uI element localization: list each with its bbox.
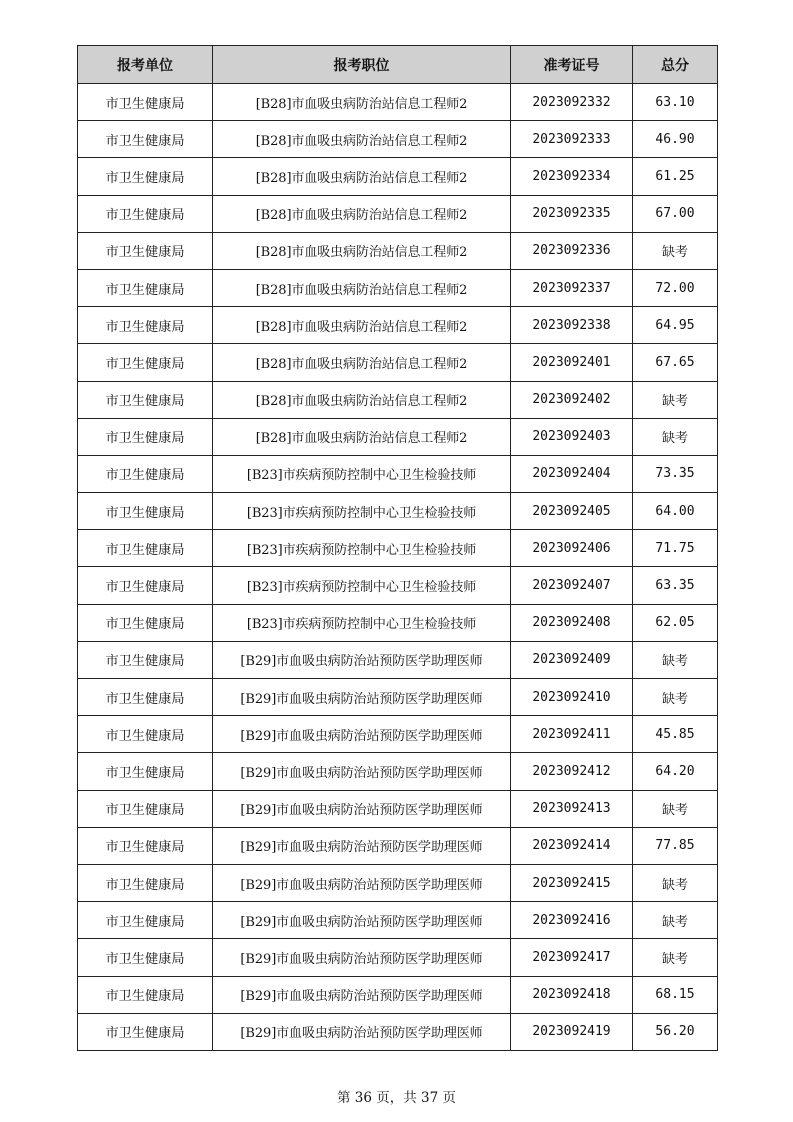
cell-total-score: 68.15: [633, 976, 718, 1013]
table-header-row: [78, 46, 718, 84]
table-row: [78, 418, 718, 455]
cell-unit: 市卫生健康局: [78, 790, 213, 827]
cell-total-score: 61.25: [633, 158, 718, 195]
cell-position: [B23]市疾病预防控制中心卫生检验技师: [213, 455, 511, 492]
cell-ticket-number: 2023092406: [511, 530, 633, 567]
cell-ticket-number: 2023092335: [511, 195, 633, 232]
cell-unit: 市卫生健康局: [78, 269, 213, 306]
cell-position: [B29]市血吸虫病防治站预防医学助理医师: [213, 679, 511, 716]
cell-position: [B28]市血吸虫病防治站信息工程师2: [213, 381, 511, 418]
cell-position: [B29]市血吸虫病防治站预防医学助理医师: [213, 753, 511, 790]
cell-unit: 市卫生健康局: [78, 976, 213, 1013]
cell-total-score: 56.20: [633, 1013, 718, 1050]
cell-total-score: 缺考: [633, 902, 718, 939]
table-row: [78, 455, 718, 492]
cell-position: [B28]市血吸虫病防治站信息工程师2: [213, 307, 511, 344]
cell-unit: 市卫生健康局: [78, 418, 213, 455]
table-row: [78, 567, 718, 604]
cell-unit: 市卫生健康局: [78, 344, 213, 381]
cell-ticket-number: 2023092404: [511, 455, 633, 492]
cell-ticket-number: 2023092417: [511, 939, 633, 976]
cell-ticket-number: 2023092412: [511, 753, 633, 790]
cell-total-score: 缺考: [633, 679, 718, 716]
cell-position: [B23]市疾病预防控制中心卫生检验技师: [213, 530, 511, 567]
cell-total-score: 缺考: [633, 641, 718, 678]
cell-unit: 市卫生健康局: [78, 939, 213, 976]
table-row: [78, 493, 718, 530]
cell-ticket-number: 2023092413: [511, 790, 633, 827]
table-row: [78, 530, 718, 567]
page-footer: 第 36 页，共 37 页: [336, 1090, 457, 1106]
cell-ticket-number: 2023092405: [511, 493, 633, 530]
cell-position: [B28]市血吸虫病防治站信息工程师2: [213, 195, 511, 232]
cell-ticket-number: 2023092414: [511, 827, 633, 864]
table-row: [78, 827, 718, 864]
cell-ticket-number: 2023092411: [511, 716, 633, 753]
cell-ticket-number: 2023092401: [511, 344, 633, 381]
cell-total-score: 64.95: [633, 307, 718, 344]
cell-total-score: 72.00: [633, 269, 718, 306]
cell-ticket-number: 2023092419: [511, 1013, 633, 1050]
cell-position: [B29]市血吸虫病防治站预防医学助理医师: [213, 976, 511, 1013]
table-row: [78, 902, 718, 939]
cell-position: [B28]市血吸虫病防治站信息工程师2: [213, 269, 511, 306]
cell-ticket-number: 2023092334: [511, 158, 633, 195]
cell-total-score: 缺考: [633, 381, 718, 418]
cell-total-score: 63.10: [633, 84, 718, 121]
cell-total-score: 缺考: [633, 864, 718, 901]
score-table: [77, 45, 718, 1051]
cell-position: [B29]市血吸虫病防治站预防医学助理医师: [213, 641, 511, 678]
table-body: [78, 84, 718, 1051]
cell-ticket-number: 2023092418: [511, 976, 633, 1013]
cell-ticket-number: 2023092415: [511, 864, 633, 901]
cell-total-score: 67.65: [633, 344, 718, 381]
cell-total-score: 64.20: [633, 753, 718, 790]
cell-ticket-number: 2023092333: [511, 121, 633, 158]
cell-total-score: 45.85: [633, 716, 718, 753]
cell-unit: 市卫生健康局: [78, 121, 213, 158]
cell-position: [B28]市血吸虫病防治站信息工程师2: [213, 418, 511, 455]
table-row: [78, 121, 718, 158]
cell-unit: 市卫生健康局: [78, 84, 213, 121]
cell-unit: 市卫生健康局: [78, 530, 213, 567]
cell-unit: 市卫生健康局: [78, 455, 213, 492]
cell-unit: 市卫生健康局: [78, 1013, 213, 1050]
table-row: [78, 84, 718, 121]
cell-position: [B28]市血吸虫病防治站信息工程师2: [213, 121, 511, 158]
cell-ticket-number: 2023092416: [511, 902, 633, 939]
cell-position: [B23]市疾病预防控制中心卫生检验技师: [213, 567, 511, 604]
cell-unit: 市卫生健康局: [78, 902, 213, 939]
cell-total-score: 缺考: [633, 939, 718, 976]
cell-position: [B29]市血吸虫病防治站预防医学助理医师: [213, 827, 511, 864]
table-row: [78, 269, 718, 306]
table-row: [78, 679, 718, 716]
cell-position: [B29]市血吸虫病防治站预防医学助理医师: [213, 716, 511, 753]
cell-total-score: 71.75: [633, 530, 718, 567]
cell-position: [B28]市血吸虫病防治站信息工程师2: [213, 344, 511, 381]
cell-total-score: 67.00: [633, 195, 718, 232]
cell-total-score: 77.85: [633, 827, 718, 864]
cell-total-score: 63.35: [633, 567, 718, 604]
cell-unit: 市卫生健康局: [78, 641, 213, 678]
table-row: [78, 307, 718, 344]
cell-total-score: 46.90: [633, 121, 718, 158]
cell-total-score: 64.00: [633, 493, 718, 530]
cell-ticket-number: 2023092336: [511, 232, 633, 269]
cell-total-score: 缺考: [633, 418, 718, 455]
table-row: [78, 976, 718, 1013]
cell-ticket-number: 2023092332: [511, 84, 633, 121]
header-position: 报考职位: [213, 46, 511, 84]
cell-unit: 市卫生健康局: [78, 381, 213, 418]
table-row: [78, 790, 718, 827]
cell-position: [B29]市血吸虫病防治站预防医学助理医师: [213, 1013, 511, 1050]
cell-unit: 市卫生健康局: [78, 604, 213, 641]
cell-position: [B28]市血吸虫病防治站信息工程师2: [213, 84, 511, 121]
cell-unit: 市卫生健康局: [78, 827, 213, 864]
table-row: [78, 232, 718, 269]
cell-position: [B28]市血吸虫病防治站信息工程师2: [213, 232, 511, 269]
cell-position: [B28]市血吸虫病防治站信息工程师2: [213, 158, 511, 195]
table-row: [78, 753, 718, 790]
table-row: [78, 344, 718, 381]
cell-total-score: 缺考: [633, 790, 718, 827]
table-row: [78, 939, 718, 976]
cell-ticket-number: 2023092337: [511, 269, 633, 306]
table-row: [78, 381, 718, 418]
cell-ticket-number: 2023092409: [511, 641, 633, 678]
cell-ticket-number: 2023092338: [511, 307, 633, 344]
cell-position: [B29]市血吸虫病防治站预防医学助理医师: [213, 790, 511, 827]
cell-unit: 市卫生健康局: [78, 716, 213, 753]
cell-unit: 市卫生健康局: [78, 307, 213, 344]
table-row: [78, 158, 718, 195]
cell-position: [B29]市血吸虫病防治站预防医学助理医师: [213, 939, 511, 976]
table-row: [78, 604, 718, 641]
cell-position: [B23]市疾病预防控制中心卫生检验技师: [213, 604, 511, 641]
cell-total-score: 73.35: [633, 455, 718, 492]
cell-ticket-number: 2023092407: [511, 567, 633, 604]
cell-unit: 市卫生健康局: [78, 679, 213, 716]
header-total-score: 总分: [633, 46, 718, 84]
cell-unit: 市卫生健康局: [78, 567, 213, 604]
cell-unit: 市卫生健康局: [78, 158, 213, 195]
table-row: [78, 716, 718, 753]
cell-position: [B29]市血吸虫病防治站预防医学助理医师: [213, 902, 511, 939]
cell-unit: 市卫生健康局: [78, 232, 213, 269]
cell-position: [B23]市疾病预防控制中心卫生检验技师: [213, 493, 511, 530]
table-row: [78, 195, 718, 232]
cell-ticket-number: 2023092402: [511, 381, 633, 418]
cell-ticket-number: 2023092410: [511, 679, 633, 716]
table-row: [78, 641, 718, 678]
header-unit: 报考单位: [78, 46, 213, 84]
cell-unit: 市卫生健康局: [78, 195, 213, 232]
cell-position: [B29]市血吸虫病防治站预防医学助理医师: [213, 864, 511, 901]
cell-total-score: 62.05: [633, 604, 718, 641]
cell-unit: 市卫生健康局: [78, 493, 213, 530]
table-row: [78, 864, 718, 901]
cell-unit: 市卫生健康局: [78, 753, 213, 790]
header-ticket-number: 准考证号: [511, 46, 633, 84]
cell-ticket-number: 2023092408: [511, 604, 633, 641]
cell-unit: 市卫生健康局: [78, 864, 213, 901]
cell-ticket-number: 2023092403: [511, 418, 633, 455]
table-row: [78, 1013, 718, 1050]
score-table-container: [77, 45, 717, 1051]
cell-total-score: 缺考: [633, 232, 718, 269]
